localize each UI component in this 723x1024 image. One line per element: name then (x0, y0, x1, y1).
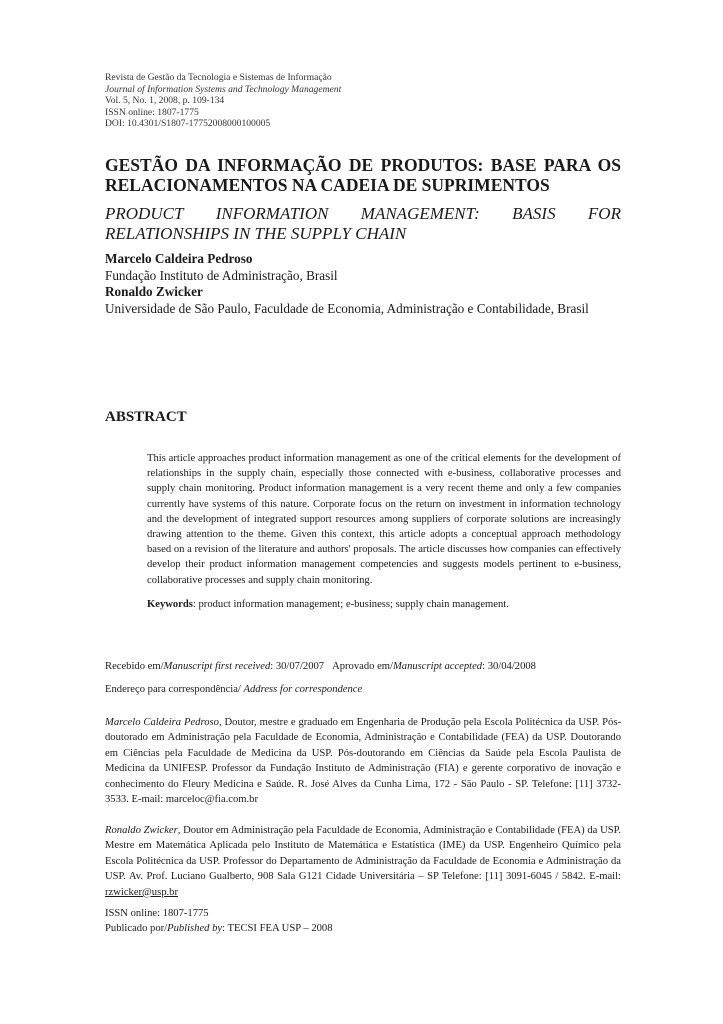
published-label: Publicado por/ (105, 923, 168, 934)
volume-info: Vol. 5, No. 1, 2008, p. 109-134 (105, 95, 225, 107)
author-name: Ronaldo Zwicker (105, 284, 203, 299)
received-label: Recebido em/ (105, 661, 164, 672)
keywords (147, 598, 621, 612)
manuscript-dates (105, 660, 625, 673)
title-english (105, 204, 621, 244)
received-date: : 30/07/2007 (270, 661, 325, 672)
bio-text: , Doutor, mestre e graduado em Engenharia de Produção pela Escola Politécnica da USP. Pós-doutorado em Administração pela Faculdade de Economia, Administração e Contabilidade (FEA) da USP. Doutorando em Ciências pela Faculdade de Medicina da USP. Pós-doutorando em Ciências da Saúde pela Escola Paulista de Medicina da UNIFESP. Professor da Fundação Instituto de Administração (FIA) e gerente corporativo de inovação e conhecimento do Fleury Medicina e Saúde. R. José Alves da Cunha Lima, 172 - São Paulo - SP. Telefone: [11] 3732-3533. E-mail: marceloc@fia.com.br (105, 717, 621, 806)
bio-author-name: Marcelo Caldeira Pedroso (105, 717, 219, 728)
journal-header (105, 72, 625, 130)
footer-publisher (105, 921, 625, 936)
page-footer (105, 906, 625, 936)
footer-issn: ISSN online: 1807-1775 (105, 908, 209, 919)
title-word: PRODUCT (105, 204, 184, 223)
journal-name-pt: Revista de Gestão da Tecnologia e Sistemas de Informação (105, 72, 332, 83)
received-label-en: Manuscript first received (163, 661, 271, 672)
correspondence-label: Endereço para correspondência/ (105, 684, 244, 695)
title-word: MANAGEMENT: (360, 204, 480, 223)
publisher-name: : TECSI FEA USP – 2008 (222, 923, 333, 934)
bio-author-name: Ronaldo Zwicker (105, 825, 178, 836)
keywords-list: : product information management; e-business; supply chain management. (192, 599, 509, 610)
title-word: BASIS (512, 204, 556, 223)
title-word: INFORMATION (215, 204, 329, 223)
published-label-en: Published by (167, 923, 223, 934)
doi-info: DOI: 10.4301/S1807-17752008000100005 (105, 118, 271, 130)
accepted-label: Aprovado em/ (332, 661, 393, 672)
bio-text: , Doutor em Administração pela Faculdade de Economia, Administração e Contabilidade (FEA) da USP. Mestre em Matemática Aplicada pelo Instituto de Matemática e Estatística (IME) da USP. Engenheiro Químico pela Escola Politécnica da USP. Professor do Departamento de Administração da Faculdade de Economia e Administração da USP. Av. Prof. Luciano Gualberto, 908 Sala G121 Cidade Universitária – SP Telefone: [11] 3091-6045 / 5842. E-mail: (105, 825, 621, 883)
author-affiliation: Fundação Instituto de Administração, Brasil (105, 267, 338, 283)
title-portuguese: GESTÃO DA INFORMAÇÃO DE PRODUTOS: BASE PARA OS RELACIONAMENTOS NA CADEIA DE SUPRIMENTOS (105, 155, 621, 195)
author-bio (105, 715, 621, 807)
title-word: FOR (587, 204, 621, 223)
journal-name-en: Journal of Information Systems and Technology Management (105, 83, 342, 95)
author-block (105, 251, 621, 317)
correspondence-heading (105, 683, 625, 696)
title-english-line1 (105, 204, 621, 224)
correspondence-label-en: Address for correspondence (243, 684, 363, 695)
email-link[interactable]: rzwicker@usp.br (105, 886, 178, 898)
keywords-label: Keywords (147, 599, 193, 610)
accepted-label-en: Manuscript accepted (392, 661, 483, 672)
abstract-text: This article approaches product information management as one of the critical elements for the development of relationships in the supply chain, especially those connected with e-business, collaborative processes and supply chain monitoring. Product information management is a very recent theme and only a few companies currently have systems of this nature. Corporate focus on the return on investment in information technology and the development of integrated support resources among suppliers of corporate solutions are increasingly drawing attention to the theme. Given this context, this article adopts a conceptual approach methodology based on a revision of the literature and authors' proposals. The article discusses how companies can effectively develop their product information management competencies and suggests models pertinent to e-business, collaborative processes and supply chain monitoring. (147, 453, 621, 586)
issn-info: ISSN online: 1807-1775 (105, 106, 199, 118)
author-name: Marcelo Caldeira Pedroso (105, 251, 253, 266)
abstract-heading: ABSTRACT (105, 409, 187, 425)
author-bio (105, 823, 621, 900)
title-english-line2: RELATIONSHIPS IN THE SUPPLY CHAIN (105, 224, 407, 243)
author-affiliation: Universidade de São Paulo, Faculdade de Economia, Administração e Contabilidade, Brasil (105, 300, 589, 316)
accepted-date: : 30/04/2008 (482, 661, 536, 672)
